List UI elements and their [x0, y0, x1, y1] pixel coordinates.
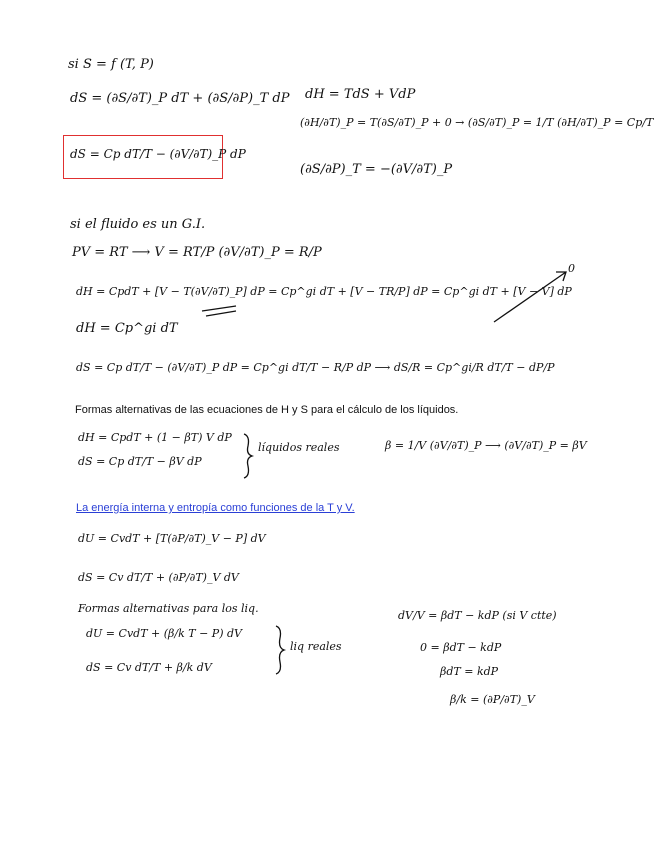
ds-liquid-equation: dS = Cp dT/T − βV dP — [78, 455, 202, 468]
dh-ideal-equation: dH = Cp^gi dT — [76, 321, 178, 336]
liquids-brace-label: líquidos reales — [258, 441, 340, 454]
liquids-typed-heading: Formas alternativas de las ecuaciones de H y S para el cálculo de los líquidos. — [75, 404, 459, 416]
ds-liquid-equation-v: dS = Cv dT/T + β/k dV — [86, 661, 212, 674]
beta-definition: β = 1/V (∂V/∂T)_P ⟶ (∂V/∂T)_P = βV — [385, 439, 587, 452]
intro-line: si S = f (T, P) — [68, 57, 154, 72]
maxwell-relation: (∂S/∂P)_T = −(∂V/∂T)_P — [300, 162, 453, 177]
du-general-equation: dU = CvdT + [T(∂P/∂T)_V − P] dV — [78, 532, 266, 545]
strike-arrow-mark — [494, 272, 566, 322]
liq-brace-mark — [276, 626, 284, 674]
ds-boxed-equation: dS = Cp dT/T − (∂V/∂T)_P dP — [70, 147, 246, 161]
side-eq-2: 0 = βdT − kdP — [420, 641, 502, 654]
underline-mark — [202, 306, 236, 316]
internal-energy-link[interactable]: La energía interna y entropía como funciones de la T y V. — [76, 502, 355, 514]
dh-partial-equation: (∂H/∂T)_P = T(∂S/∂T)_P + 0 → (∂S/∂T)_P = 1/T (∂H/∂T)_P = Cp/T — [300, 116, 654, 129]
du-liquid-equation: dU = CvdT + (β/k T − P) dV — [86, 627, 242, 640]
side-eq-4: β/k = (∂P/∂T)_V — [450, 693, 535, 706]
liquid-alt-heading: Formas alternativas para los liq. — [78, 602, 259, 615]
ds-ideal-equation: dS = Cp dT/T − (∂V/∂T)_P dP = Cp^gi dT/T − R/P dP ⟶ dS/R = Cp^gi/R dT/T − dP/P — [76, 361, 555, 374]
side-eq-3: βdT = kdP — [440, 665, 499, 678]
ideal-gas-equation: PV = RT ⟶ V = RT/P (∂V/∂T)_P = R/P — [72, 245, 322, 260]
ds-expansion-equation: dS = (∂S/∂T)_P dT + (∂S/∂P)_T dP — [70, 91, 290, 106]
ds-general-equation: dS = Cv dT/T + (∂P/∂T)_V dV — [78, 571, 239, 584]
dh-general-equation: dH = CpdT + [V − T(∂V/∂T)_P] dP = Cp^gi dT + [V − TR/P] dP = Cp^gi dT + [V − V] dP — [76, 285, 572, 298]
liq-brace-label: liq reales — [290, 640, 342, 653]
liquids-brace-mark — [244, 434, 252, 478]
zero-annotation: 0 — [568, 262, 575, 275]
side-eq-1: dV/V = βdT − kdP (si V ctte) — [398, 609, 557, 622]
ideal-gas-heading: si el fluido es un G.I. — [70, 217, 206, 232]
dh-liquid-equation: dH = CpdT + (1 − βT) V dP — [78, 431, 232, 444]
dh-definition: dH = TdS + VdP — [305, 87, 416, 102]
